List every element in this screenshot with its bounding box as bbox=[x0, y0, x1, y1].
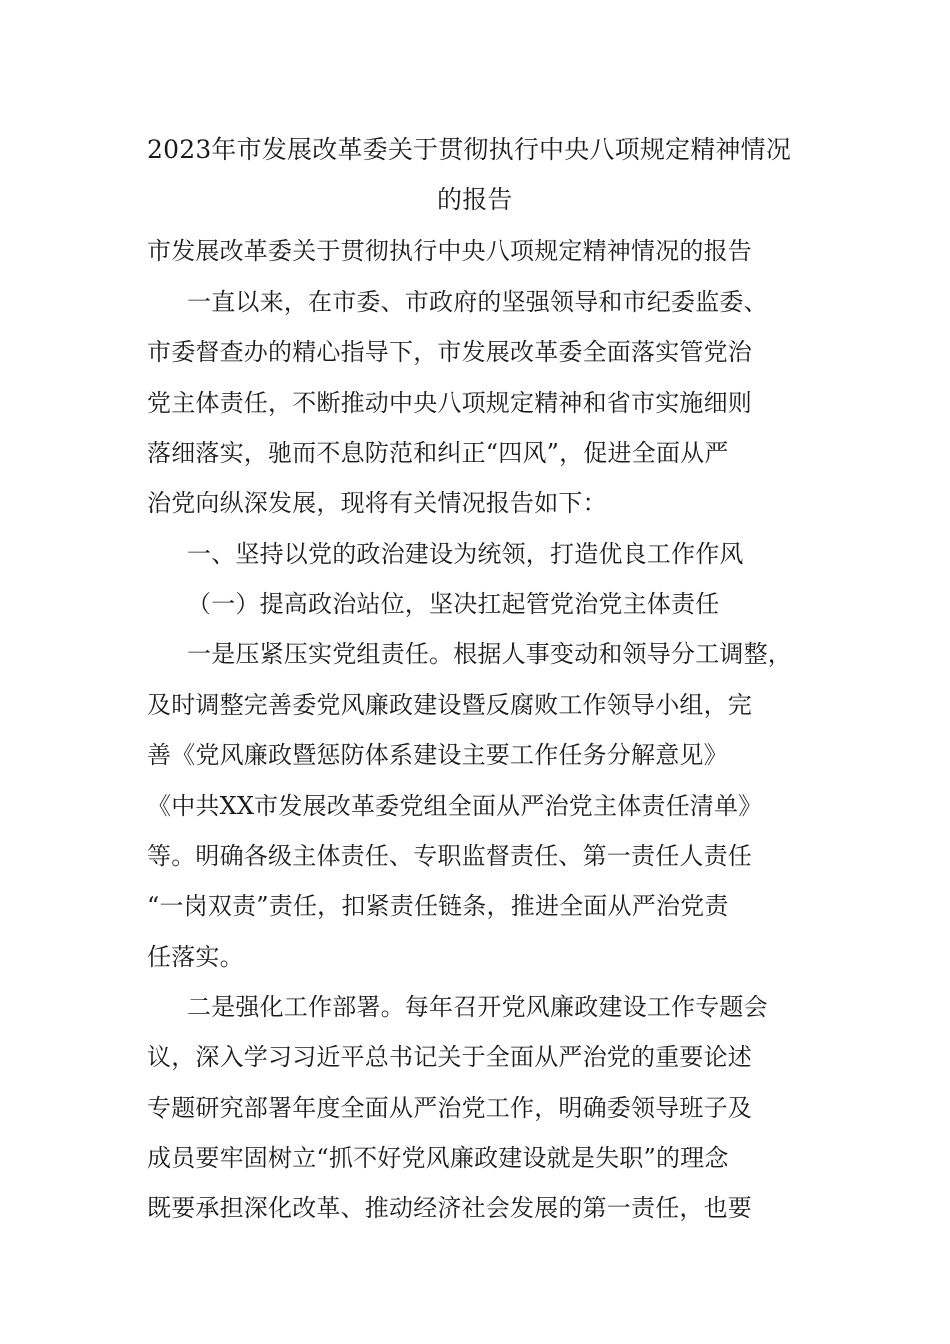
paragraph-line: “一岗双责”责任，扣紧责任链条，推进全面从严治党责 bbox=[147, 892, 729, 920]
paragraph-line: 善《党风廉政暨惩防体系建设主要工作任务分解意见》 bbox=[147, 741, 728, 769]
paragraph-line: 落细落实，驰而不息防范和纠正“四风”，促进全面从严 bbox=[147, 439, 729, 467]
paragraph-line: 议，深入学习习近平总书记关于全面从严治党的重要论述 bbox=[147, 1043, 752, 1071]
paragraph-line: 一是压紧压实党组责任。根据人事变动和领导分工调整， bbox=[187, 640, 792, 668]
paragraph-line: 市委督查办的精心指导下，市发展改革委全面落实管党治 bbox=[147, 338, 752, 366]
paragraph-line: 党主体责任，不断推动中央八项规定精神和省市实施细则 bbox=[147, 389, 752, 417]
paragraph-line: 治党向纵深发展，现将有关情况报告如下： bbox=[147, 489, 607, 517]
subsection-heading: （一）提高政治站位，坚决扛起管党治党主体责任 bbox=[187, 590, 720, 618]
subtitle-line: 市发展改革委关于贯彻执行中央八项规定精神情况的报告 bbox=[147, 237, 752, 265]
section-heading: 一、坚持以党的政治建设为统领，打造优良工作作风 bbox=[187, 540, 744, 568]
document-title-line-1: 2023年市发展改革委关于贯彻执行中央八项规定精神情况 bbox=[147, 135, 792, 164]
paragraph-line: 成员要牢固树立“抓不好党风廉政建设就是失职”的理念 bbox=[147, 1144, 729, 1172]
document-title-line-2: 的报告 bbox=[437, 185, 513, 214]
paragraph-line: 《中共XX市发展改革委党组全面从严治党主体责任清单》 bbox=[147, 792, 763, 820]
paragraph-line: 等。明确各级主体责任、专职监督责任、第一责任人责任 bbox=[147, 842, 752, 870]
paragraph-line: 一直以来，在市委、市政府的坚强领导和市纪委监委、 bbox=[187, 288, 768, 316]
paragraph-line: 及时调整完善委党风廉政建设暨反腐败工作领导小组，完 bbox=[147, 691, 752, 719]
paragraph-line: 二是强化工作部署。每年召开党风廉政建设工作专题会 bbox=[187, 993, 768, 1021]
paragraph-line: 专题研究部署年度全面从严治党工作，明确委领导班子及 bbox=[147, 1094, 752, 1122]
paragraph-line: 既要承担深化改革、推动经济社会发展的第一责任，也要 bbox=[147, 1194, 752, 1222]
paragraph-line: 任落实。 bbox=[147, 943, 244, 971]
